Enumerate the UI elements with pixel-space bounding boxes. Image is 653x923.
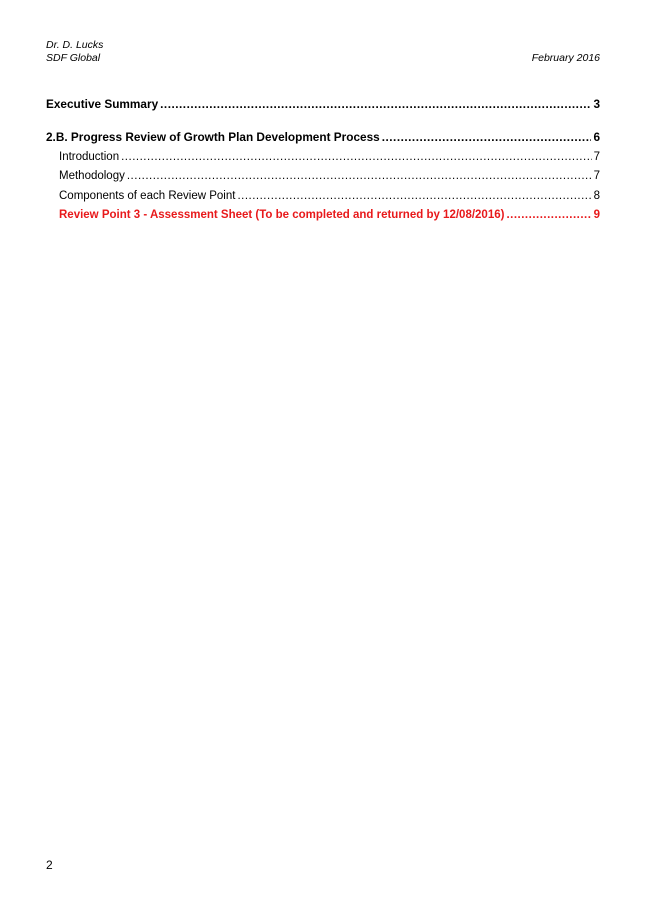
toc-dot-leader (506, 208, 591, 222)
toc-entry-title: Components of each Review Point (59, 189, 236, 202)
toc-entry-page: 7 (593, 170, 600, 182)
toc-entry-executive-summary[interactable] (46, 97, 600, 111)
toc-entry-review-point-3[interactable] (46, 208, 600, 222)
toc-dot-leader (160, 97, 591, 111)
toc-dot-leader (382, 130, 592, 144)
toc-entry-title: Methodology (59, 170, 125, 182)
toc-entry-methodology[interactable] (46, 169, 600, 183)
header-organization: SDF Global (46, 52, 101, 64)
page-number: 2 (46, 858, 53, 872)
toc-dot-leader (237, 189, 591, 203)
header-date: February 2016 (531, 52, 600, 64)
toc-entry-page: 7 (593, 150, 600, 163)
toc-entry-progress-review[interactable] (46, 130, 600, 144)
header-author: Dr. D. Lucks (46, 39, 104, 51)
toc-entry-title: 2.B. Progress Review of Growth Plan Development Process (46, 130, 380, 144)
toc-entry-page: 3 (593, 97, 600, 111)
toc-entry-title: Introduction (59, 150, 120, 163)
toc-entry-page: 8 (593, 189, 600, 202)
toc-entry-introduction[interactable] (46, 150, 600, 164)
table-of-contents (46, 97, 600, 228)
page-header (46, 39, 600, 65)
toc-dot-leader (121, 150, 591, 164)
toc-entry-title: Executive Summary (46, 97, 159, 111)
toc-entry-page: 6 (593, 130, 600, 144)
toc-dot-leader (127, 169, 592, 183)
toc-entry-title: Review Point 3 - Assessment Sheet (To be completed and returned by 12/08/2016) (59, 209, 505, 221)
toc-entry-page: 9 (593, 209, 600, 221)
toc-entry-components[interactable] (46, 189, 600, 203)
